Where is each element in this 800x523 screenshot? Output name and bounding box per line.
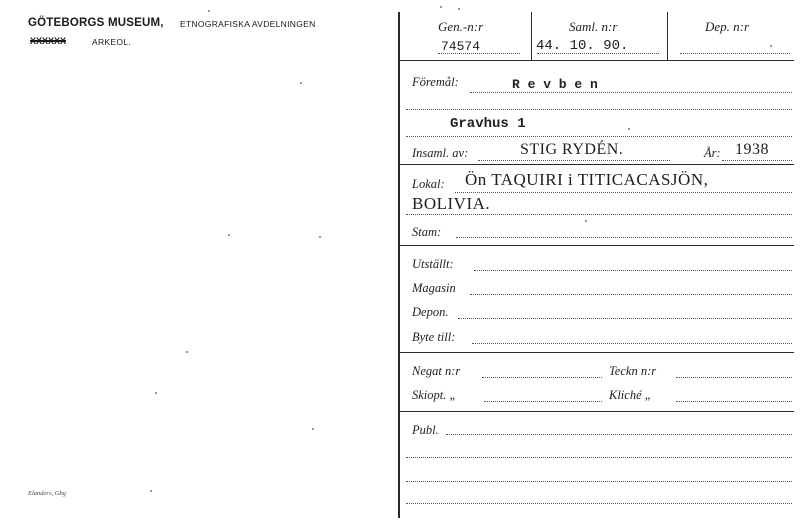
gen-nr-label: Gen.-n:r [438, 19, 484, 34]
insaml-label: Insaml. av: [412, 146, 469, 160]
saml-nr-value: 44. 10. 90. [536, 38, 629, 54]
header-bottom-line [398, 60, 794, 61]
lokal-value-line1: Ön TAQUIRI i TITICACASJÖN, [465, 170, 709, 189]
ar-label: År: [704, 146, 721, 160]
insaml-value: STIG RYDÉN. [520, 141, 624, 158]
gen-nr-value: 74574 [441, 39, 481, 54]
header-divider-1 [531, 12, 532, 60]
publ-label: Publ. [412, 423, 439, 437]
ar-value: 1938 [735, 141, 769, 158]
byte-till-label: Byte till: [412, 330, 456, 344]
foremal-value: R e v b e n [512, 77, 598, 92]
arkeol-label: ARKEOL. [92, 37, 131, 47]
gravhus-text: Gravhus 1 [450, 116, 526, 132]
saml-nr-label: Saml. n:r [569, 19, 618, 34]
utstallt-label: Utställt: [412, 257, 454, 271]
lokal-label: Lokal: [412, 177, 445, 191]
depon-label: Depon. [412, 305, 449, 319]
magasin-label: Magasin [412, 281, 456, 295]
printer-mark: Elanders, Gbg [28, 490, 66, 497]
museum-name: GÖTEBORGS MUSEUM, [28, 17, 164, 29]
kliche-label: Kliché „ [609, 388, 652, 402]
header-divider-2 [667, 12, 668, 60]
card-left-border [398, 12, 400, 518]
department-name: ETNOGRAFISKA AVDELNINGEN [180, 19, 316, 29]
lokal-value-line2: BOLIVIA. [412, 194, 491, 213]
struck-out-text: XXXXXX [30, 36, 67, 46]
skiopt-label: Skiopt. „ [412, 388, 457, 402]
foremal-label: Föremål: [412, 75, 459, 89]
stam-label: Stam: [412, 225, 442, 239]
teckn-nr-label: Teckn n:r [609, 364, 657, 378]
negat-nr-label: Negat n:r [412, 364, 461, 378]
dep-nr-label: Dep. n:r [705, 19, 750, 34]
